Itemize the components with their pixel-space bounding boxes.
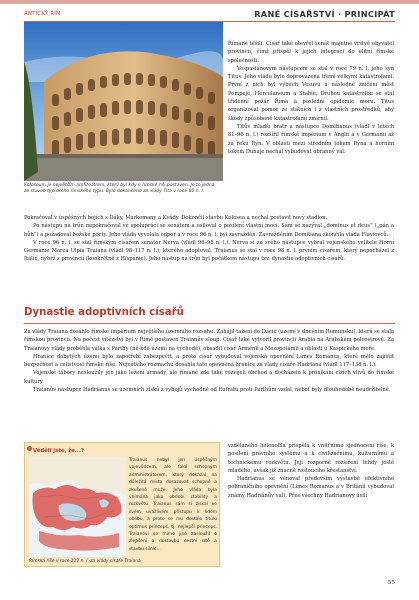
paragraph: Po nástupu na trůn nepokračoval ve spolupráci se senátem a usiloval o posílení vlastní moci. Sám se nazýval „dominus et deus” („pán a bůh”) a požadoval božské pocty. Jeho vláda vyvolala odpor a v roce 96 n. l. byl zavražděn. Zavražděním Domitiana skončila vláda Flaviovců. [24,223,394,238]
body-text-block-a [24,214,394,264]
running-header-right: RANÉ CÍSAŘSTVÍ · PRINCIPÁT [254,9,395,19]
infobox-text: Traianus nebyl jen úspěšným vojevůdcem, ale také schopným administrátorem, který dokázal na důležitá místa dosazovat schopné a zkušené muže. Jeho vláda byla vnímána jako období stability a rozkvětu. Traianus sám si získal ve svém uvážlivém přístupu k lidem oblibu, a proto se mu dostalo titulu optimus princeps, tj. nejlepší princeps. Traianovi se mimo jiné zasloužil o zlepšení a dostavbu cestní sítě a stavbu silnic... [129,458,217,552]
paragraph: Hadrianus se věnoval především výstavbě efektivního pohraničního opevnění (Limes Romanus a v Británii vybudoval známý Hadriánův val). Přes všechny Hadrianovy úsilí [228,476,394,499]
top-decor-bar [0,0,419,4]
map-caption: Římská říše v roce 117 n. l. za vlády císaře Traiana [29,559,141,564]
paragraph: Traianův nástupce Hadrianus se územních zisků z výbojů východně od Eufratu proti Parthům vzdal, neboť byly dlouhodobě neudržitelné. [33,387,391,394]
paragraph: V roce 96 n. l. se stal římským císařem senátor Nerva (vládl 96–98 n. l.). Nerva si za svého nástupce vybral vojenského velitele Horní Germánie Marca Ulpia Traiana (vládl 98–117 n. l.), kterého adoptoval. Traianus se stal v roce 98 n. l. prvním císařem, který nepocházel z Itálie, nýbrž z provincií (konkrétně z Hispánie). Jeho nástup na trůn byl počátkem nástupu tzv. dynastie adoptivních císařů. [24,239,394,263]
did-you-know-box [24,442,220,567]
page-number: 55 [387,580,395,586]
running-header-left: ANTICKÝ ŘÍM [24,11,61,17]
photo-caption: Koloseum je největším amfiteátrem, který byl kdy v římské říši postaven. Je to jedna ze staveb typického římského typu. Bylo dokončeno za vlády Tita v roce 80 n. l. [24,183,215,194]
paragraph: Vespasiánovým nástupcem se stal v roce 79 n. l. jeho syn Titus. Jeho vládu bylo doprovázena třemi velkými katastrofami. První z nich byl výbuch Vesuvu a následné zničení měst Pompeje, Herculaneum a Stabie. Druhou katastrofou se stal třídenní požár Říma a poslední epidemie moru. Titus organizoval pomoc ze státních i z vlastních prostředků, aby škody způsobené katastrofami zmírnil. [228,65,394,122]
paragraph: Vojenské tábory nesloužily jen jako ležení armády, ale římané zde také rozvíjeli obchod a docházelo k pronikání cizích vlivů do římské kultury. [24,370,394,385]
body-text-block-b [24,328,394,394]
roman-empire-map [29,457,126,557]
section-title: Dynastie adoptivních císařů [24,307,184,318]
paragraph: Hranice dobytých území bylo zapotřebí zabezpečit, a proto císař vybudoval vojenská opevnění Limes Romanus, které mělo zajistit bezpečnost a celistvost římské říše. Největšího rozmachu dosáhla tato opevněná hranice za vlády císaře Hadriana (vládl 117–138 n. l.). [24,353,394,369]
right-column-text-2 [228,442,394,500]
right-column-text [228,40,394,156]
bullet-icon [27,446,32,451]
colosseum-photo [24,22,223,181]
paragraph: Římané těšili. Císař také otevřel senát majetné vrstvě obyvatel provincií, čímž přispěl k jejich integraci do elitní římské společnosti. [228,41,394,64]
paragraph: Za vlády Traiana dosáhlo římské impérium největšího územního rozsahu. Zahájil tažení do Dácie (území v dnešním Rumunsku), která se stala římskou provincií. Na počest vítězství byl v Římě postaven Traianův sloup. Císař také vytvořil provincii Arabia na Arabském poloostrově. Za Traianovy vlády proběhla válka s Parthy (ně-kdo území na východě), obsadil císař Arménii a Mezopotámii a oblasti u Kaspického moře. [24,329,394,352]
paragraph: Pokračoval v úspěšných bojích s Dáky, Markomany a Kvády. Dokončil stavbu Kolosea a nechal postavit nový stadion. [24,215,328,221]
paragraph: Titův mladší bratr a nástupce Domitianus (vládl v letech 81–96 n. l.) rozšířil římské impérium v Anglii a v Germánii až za řeku Rýn. V oblasti mezi středním tokem Rýna a horním tokem Dunaje nechal vybudovat obranný val. [228,123,394,155]
paragraph: vzdělaného helenofila přispěla k vnitřnímu sjednocení říše, k posílení právního systému a k civilizačnímu, kulturnímu a technickému rozkvětu. Její rozporně rozšíření tehdy ještě mladého, avšak již značně rostoucího křesťanství. [228,443,394,474]
infobox-title: Věděli jste, že...? [33,448,84,454]
section-rule [24,323,395,324]
